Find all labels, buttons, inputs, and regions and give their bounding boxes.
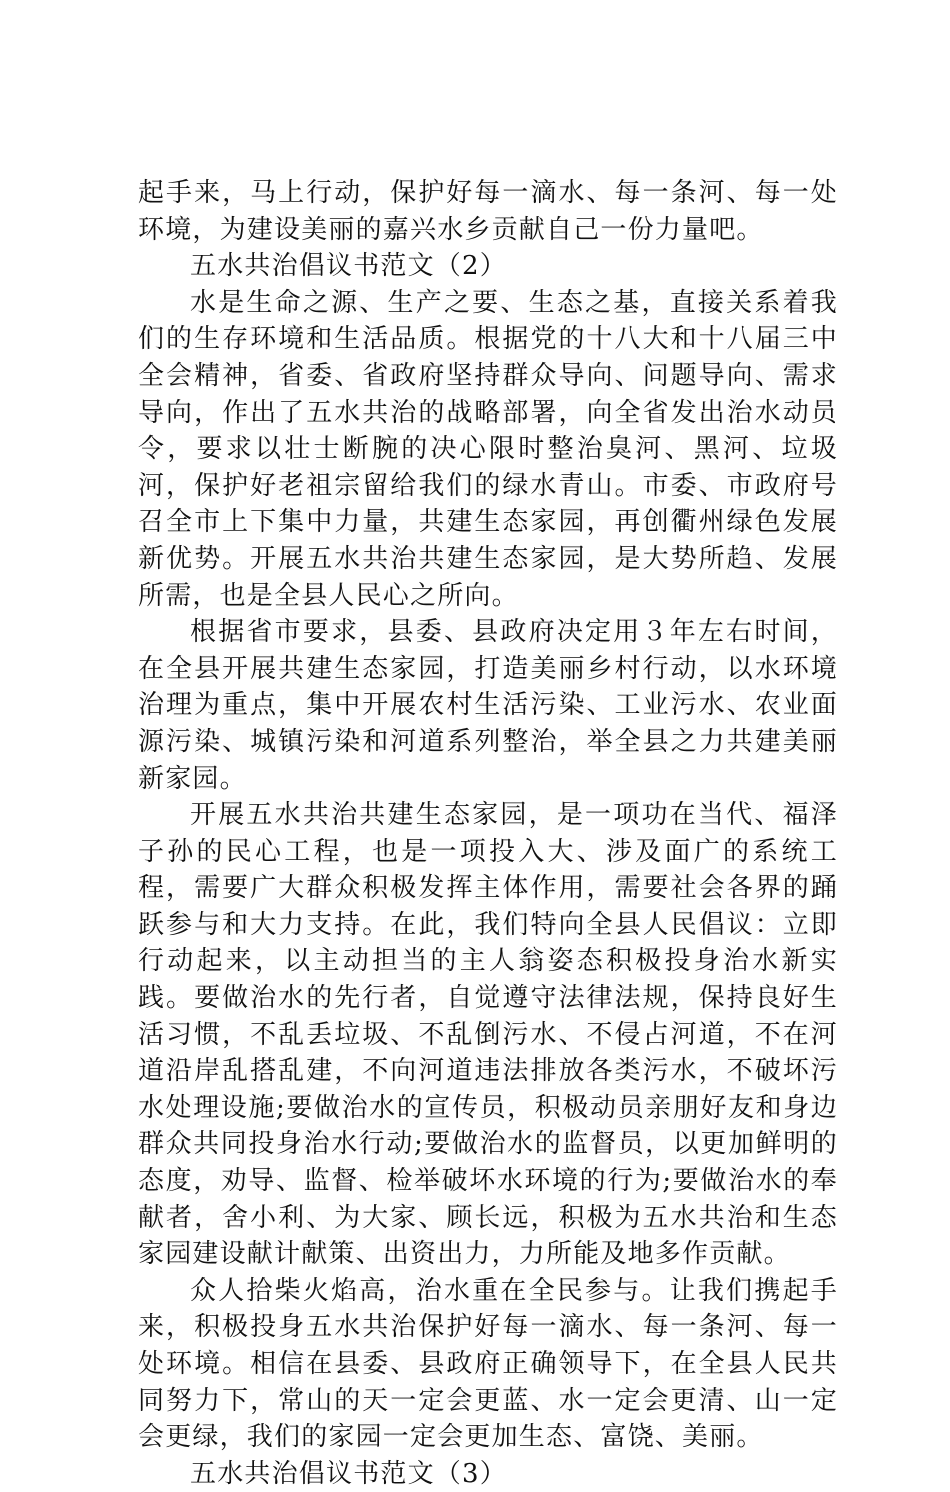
section-heading-2: 五水共治倡议书范文（2） [190, 251, 507, 282]
section-heading-3: 五水共治倡议书范文（3） [190, 1458, 507, 1489]
body-paragraph: 开展五水共治共建生态家园，是一项功在当代、福泽子孙的民心工程，也是一项投入大、涉及面广的系统工程，需要广大群众积极发挥主体作用，需要社会各界的踊跃参与和大力支持。在此，我们特向全县人民倡议：立即行动起来，以主动担当的主人翁姿态积极投身治水新实践。要做治水的先行者，自觉遵守法律法规，保持良好生活习惯，不乱丢垃圾、不乱倒污水、不侵占河道，不在河道沿岸乱搭乱建，不向河道违法排放各类污水，不破坏污水处理设施;要做治水的宣传员，积极动员亲朋好友和身边群众共同投身治水行动;要做治水的监督员，以更加鲜明的态度，劝导、监督、检举破坏水环境的行为;要做治水的奉献者，舍小利、为大家、顾长远，积极为五水共治和生态家园建设献计献策、出资出力，力所能及地多作贡献。 [138, 800, 838, 1270]
body-paragraph: 众人拾柴火焰高，治水重在全民参与。让我们携起手来，积极投身五水共治保护好每一滴水、每一条河、每一处环境。相信在县委、县政府正确领导下，在全县人民共同努力下，常山的天一定会更蓝、水一定会更清、山一定会更绿，我们的家园一定会更加生态、富饶、美丽。 [138, 1275, 838, 1453]
continuation-paragraph: 起手来，马上行动，保护好每一滴水、每一条河、每一处环境，为建设美丽的嘉兴水乡贡献自己一份力量吧。 [138, 178, 838, 245]
body-paragraph: 根据省市要求，县委、县政府决定用３年左右时间，在全县开展共建生态家园，打造美丽乡村行动，以水环境治理为重点，集中开展农村生活污染、工业污水、农业面源污染、城镇污染和河道系列整治，举全县之力共建美丽新家园。 [138, 617, 838, 794]
document-body [138, 175, 838, 1492]
body-paragraph: 水是生命之源、生产之要、生态之基，直接关系着我们的生存环境和生活品质。根据党的十八大和十八届三中全会精神，省委、省政府坚持群众导向、问题导向、需求导向，作出了五水共治的战略部署，向全省发出治水动员令，要求以壮士断腕的决心限时整治臭河、黑河、垃圾河，保护好老祖宗留给我们的绿水青山。市委、市政府号召全市上下集中力量，共建生态家园，再创衢州绿色发展新优势。开展五水共治共建生态家园，是大势所趋、发展所需，也是全县人民心之所向。 [138, 287, 838, 611]
